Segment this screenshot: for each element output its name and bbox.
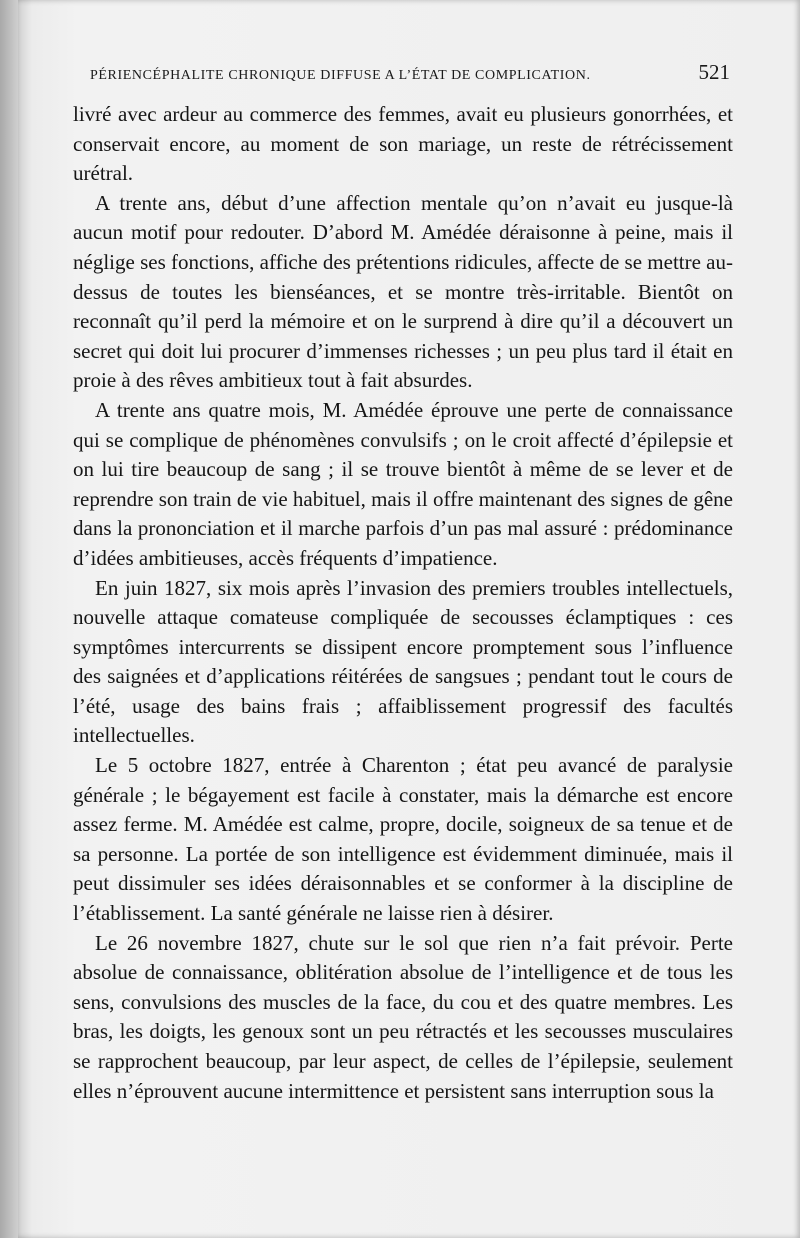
paragraph: A trente ans quatre mois, M. Amédée éprouve une perte de connaissance qui se complique de phénomènes convulsifs ; on le croit affecté d’épilepsie et on lui tire beaucoup de sang ; il se trouve bientôt à même de se lever et de reprendre son train de vie habituel, mais il offre maintenant des signes de gêne dans la prononciation et il marche parfois d’un pas mal assuré : prédominance d’idées ambitieuses, accès fréquents d’impatience. xyxy=(73,397,733,570)
running-title: PÉRIENCÉPHALITE CHRONIQUE DIFFUSE A L’ÉTAT DE COMPLICATION. xyxy=(90,68,591,83)
paragraph: A trente ans, début d’une affection mentale qu’on n’avait eu jusque-là aucun motif pour redouter. D’abord M. Amédée déraisonne à peine, mais il néglige ses fonctions, affiche des prétentions ridicules, affecte de se mettre au-dessus de toutes les bienséances, et se montre très-irritable. Bientôt on reconnaît qu’il perd la mémoire et on le surprend à dire qu’il a découvert un secret qui doit lui procurer d’immenses richesses ; un peu plus tard il était en proie à des rêves ambitieux tout à fait absurdes. xyxy=(73,190,733,393)
paragraph: Le 26 novembre 1827, chute sur le sol que rien n’a fait prévoir. Perte absolue de connaissance, oblitération absolue de l’intelligence et de tous les sens, convulsions des muscles de la face, du cou et des quatre membres. Les bras, les doigts, les genoux sont un peu rétractés et les secousses musculaires se rapprochent beaucoup, par leur aspect, de celles de l’épilepsie, seulement elles n’éprouvent aucune intermittence et persistent sans interruption sous la xyxy=(73,930,733,1103)
paragraph: En juin 1827, six mois après l’invasion des premiers troubles intellectuels, nouvelle attaque comateuse compliquée de secousses éclamptiques : ces symptômes intercurrents se dissipent encore promptement sous l’influence des saignées et d’applications réitérées de sangsues ; pendant tout le cours de l’été, usage des bains frais ; affaiblissement progressif des facultés intellectuelles. xyxy=(73,575,733,748)
paragraph: Le 5 octobre 1827, entrée à Charenton ; état peu avancé de paralysie générale ; le bégayement est facile à constater, mais la démarche est encore assez ferme. M. Amédée est calme, propre, docile, soigneux de sa tenue et de sa personne. La portée de son intelligence est évidemment diminuée, mais il peut dissimuler ses idées déraisonnables et se conformer à la discipline de l’établissement. La santé générale ne laisse rien à désirer. xyxy=(73,753,733,926)
running-head xyxy=(90,60,730,90)
paragraph-continued: livré avec ardeur au commerce des femmes, avait eu plusieurs gonorrhées, et conservait encore, au moment de son mariage, un reste de rétrécissement urétral. xyxy=(73,102,733,186)
page-number: 521 xyxy=(698,60,730,84)
book-page xyxy=(18,0,800,1238)
body-text xyxy=(73,100,733,1106)
book-gutter xyxy=(0,0,18,1238)
